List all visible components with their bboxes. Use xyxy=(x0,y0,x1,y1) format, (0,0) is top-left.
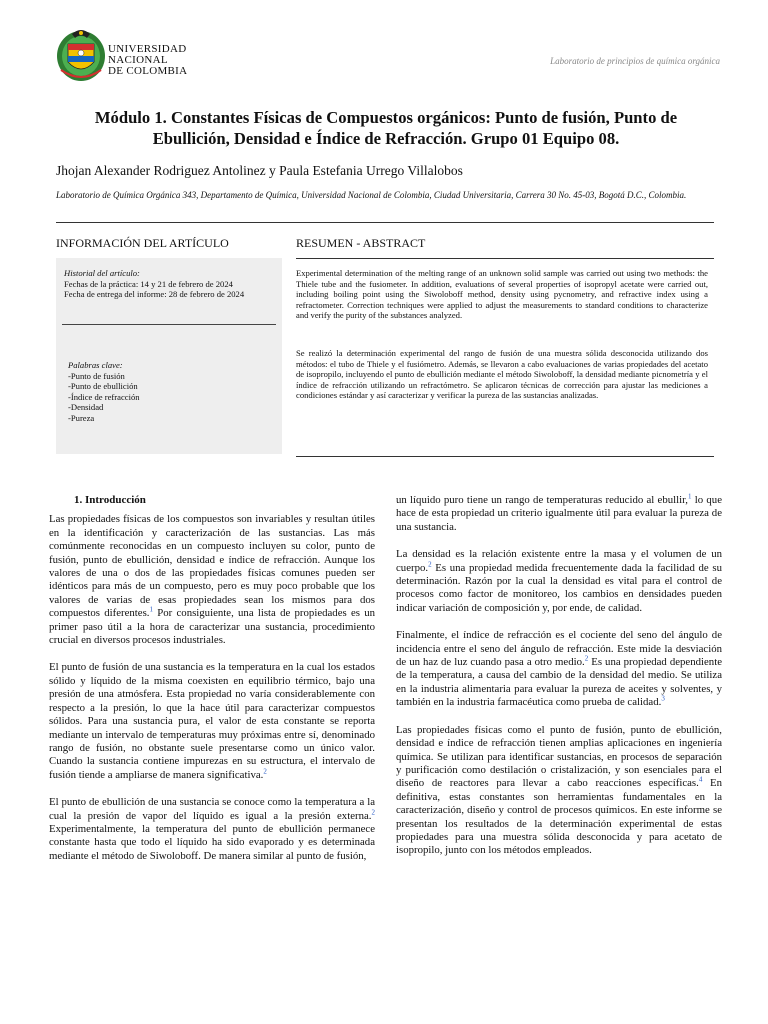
divider-abstract-bottom xyxy=(296,456,714,457)
university-line-3: DE COLOMBIA xyxy=(108,65,188,77)
paragraph-text: Es una propiedad dependiente de la temperatura, a causa del cambio de la densidad del medio. Se utiliza en la industria alimentaria para evaluar la pureza de aceites y solventes, y también en la industria farmacéutica como prueba de calidad. xyxy=(396,656,722,709)
keyword-item: -Pureza xyxy=(68,412,95,423)
body-left-column xyxy=(49,494,375,877)
practice-dates: Fechas de la práctica: 14 y 21 de febrero de 2024 xyxy=(64,278,233,289)
history-label: Historial del artículo: xyxy=(64,268,140,278)
citation-1[interactable]: 1 xyxy=(688,492,692,501)
paragraph-density xyxy=(396,548,722,615)
delivery-date: Fecha de entrega del informe: 28 de febrero de 2024 xyxy=(64,289,245,300)
citation-2[interactable]: 2 xyxy=(263,767,267,776)
info-divider xyxy=(62,324,276,325)
keywords-label: Palabras clave: xyxy=(68,360,123,370)
paragraph-properties xyxy=(49,513,375,647)
paragraph-text: un líquido puro tiene un rango de temperaturas reducido al ebullir, xyxy=(396,494,689,506)
citation-1[interactable]: 1 xyxy=(149,605,153,614)
divider-abstract-top xyxy=(296,258,714,259)
keyword-item: -Índice de refracción xyxy=(68,391,140,402)
keyword-item: -Densidad xyxy=(68,402,104,413)
paragraph-applications xyxy=(396,724,722,858)
article-history xyxy=(64,268,276,300)
paragraph-text: lo que hace de esta propiedad un criterio igualmente útil para evaluar la pureza de una sustancia. xyxy=(396,494,723,533)
coat-of-arms-icon xyxy=(56,26,106,84)
paragraph-text: En definitiva, estas constantes son herramientas fundamentales en la caracterización, diseño y control de procesos químicos. En este informe se presentan los resultados de la determinación experimental de estas propiedades para una muestra sólida desconocida y para acetato de isopropilo, junto con los métodos empleados. xyxy=(396,777,722,857)
lab-running-header: Laboratorio de principios de química orgánica xyxy=(550,56,720,66)
citation-2[interactable]: 2 xyxy=(584,654,589,663)
citation-2[interactable]: 2 xyxy=(371,807,375,816)
affiliation: Laboratorio de Química Orgánica 343, Departamento de Química, Universidad Nacional de Colombia, Ciudad Universitaria, Carrera 30 No. 45-03, Bogotá D.C., Colombia. xyxy=(56,190,687,200)
paragraph-boiling-point xyxy=(49,796,375,863)
paragraph-text: Las propiedades físicas de los compuestos son invariables y resultan útiles en la identificación y caracterización de las sustancias. Las más comúnmente reconocidas en un compuesto incluyen su color, punto de fusión, punto de ebullición, densidad e índice de refracción. Aunque los valores de una o dos de las propiedades físicas comunes pueden ser idénticos para más de un compuesto, pero es muy poco probable que los valores de varias de esas propiedades sean los mismos para dos compuestos diferentes. xyxy=(49,513,375,620)
abstract-heading: RESUMEN - ABSTRACT xyxy=(296,236,426,250)
paragraph-text: Experimentalmente, la temperatura del punto de ebullición permanece constante hasta que todo el líquido ha sido evaporado y es determinada mediante el método de Siwoloboff. De manera similar al punto de fusión, xyxy=(49,822,375,862)
paragraph-text: Las propiedades físicas como el punto de fusión, punto de ebullición, densidad e índice de refracción tienen amplias aplicaciones en ingeniería química. Se utilizan para identificar sustancias, en procesos de separación y purificación como destilación o cristalización, y son esenciales para el diseño de reactores para llevar a cabo reacciones específicas. xyxy=(396,723,722,790)
paragraph-boiling-continued xyxy=(396,494,722,534)
paragraph-text: Finalmente, el índice de refracción es el cociente del seno del ángulo de incidencia entre el seno del ángulo de refracción. Este mide la desviación de un haz de luz cuando pasa a otro medio. xyxy=(396,629,722,669)
keyword-item: -Punto de fusión xyxy=(68,370,125,381)
paragraph-text: La densidad es la relación existente entre la masa y el volumen de un cuerpo. xyxy=(396,548,722,574)
article-info-box xyxy=(56,258,282,454)
body-right-column xyxy=(396,494,722,872)
citation-2[interactable]: 2 xyxy=(428,560,432,569)
divider-top xyxy=(56,222,714,223)
authors: Jhojan Alexander Rodriguez Antolinez y Paula Estefania Urrego Villalobos xyxy=(56,163,463,178)
paragraph-melting-point xyxy=(49,661,375,782)
university-line-2: NACIONAL xyxy=(108,54,168,66)
university-line-1: UNIVERSIDAD xyxy=(108,43,187,55)
paper-title: Módulo 1. Constantes Físicas de Compuestos orgánicos: Punto de fusión, Punto de Ebullición, Densidad e Índice de Refracción. Grupo 01 Equipo 08. xyxy=(94,108,678,148)
paragraph-text: Por consiguiente, una lista de propiedades es un primer paso útil a la hora de caracterizar una sustancia, procedimiento crucial en diversos procesos industriales. xyxy=(49,607,375,647)
paragraph-text: El punto de ebullición de una sustancia se conoce como la temperatura a la cual la presión de vapor del líquido es igual a la presión externa. xyxy=(49,796,375,822)
paragraph-refractive-index xyxy=(396,629,722,709)
page-header xyxy=(56,26,720,86)
article-info-heading: INFORMACIÓN DEL ARTÍCULO xyxy=(56,236,229,250)
paragraph-text: El punto de fusión de una sustancia es la temperatura en la cual los estados sólido y líquido de la misma coexisten en equilibrio térmico, bajo una presión de una atmósfera. Esta propiedad no varía considerablemente con respecto a la presión, lo que la hace útil para caracterizar compuestos sólidos. Para una sustancia pura, el valor de esta constante se reporta mediante un intervalo de temperaturas muy próximas entre sí, denominado rango de fusión, no obstante suele presentarse como un único valor. Cuando la sustancia contiene impurezas en su estructura, el intervalo de fusión tiende a ampliarse de manera significativa. xyxy=(49,661,375,781)
paragraph-text: Es una propiedad medida frecuentemente dada la facilidad de su determinación. Razón por la cual la densidad es vital para el control de procesos como factor de monitoreo, los cambios en densidades pueden indicar variación de composición y, por ende, de calidad. xyxy=(396,561,722,614)
university-name xyxy=(108,44,187,77)
citation-3[interactable]: 3 xyxy=(661,694,665,703)
keyword-item: -Punto de ebullición xyxy=(68,381,138,392)
university-logo xyxy=(56,26,206,84)
abstract-english: Experimental determination of the melting range of an unknown solid sample was carried out using two methods: the Thiele tube and the fusiometer. In addition, evaluations of several properties of isopropyl acetate were carried out, including boiling point using the Siwoloboff method, density using pycnometry, and refractive index using a refractometer. Correction techniques were applied to adjust the measurements to standard conditions to characterize and verify the purity of the substances analyzed. xyxy=(296,268,708,321)
keywords xyxy=(68,360,274,424)
abstract-spanish: Se realizó la determinación experimental del rango de fusión de una muestra sólida desconocida utilizando dos métodos: el tubo de Thiele y el fusiómetro. Además, se llevaron a cabo evaluaciones de varias propiedades del acetato de isopropilo, incluyendo el punto de ebullición mediante el método Siwoloboff, la densidad mediante picnometría y el índice de refracción utilizando un refractómetro. Se aplicaron técnicas de corrección para ajustar las mediciones a condiciones estándar y así caracterizar y verificar la pureza de las sustancias analizadas. xyxy=(296,348,708,401)
citation-4[interactable]: 4 xyxy=(698,775,703,784)
section-title-introduction: 1. Introducción xyxy=(74,494,146,506)
